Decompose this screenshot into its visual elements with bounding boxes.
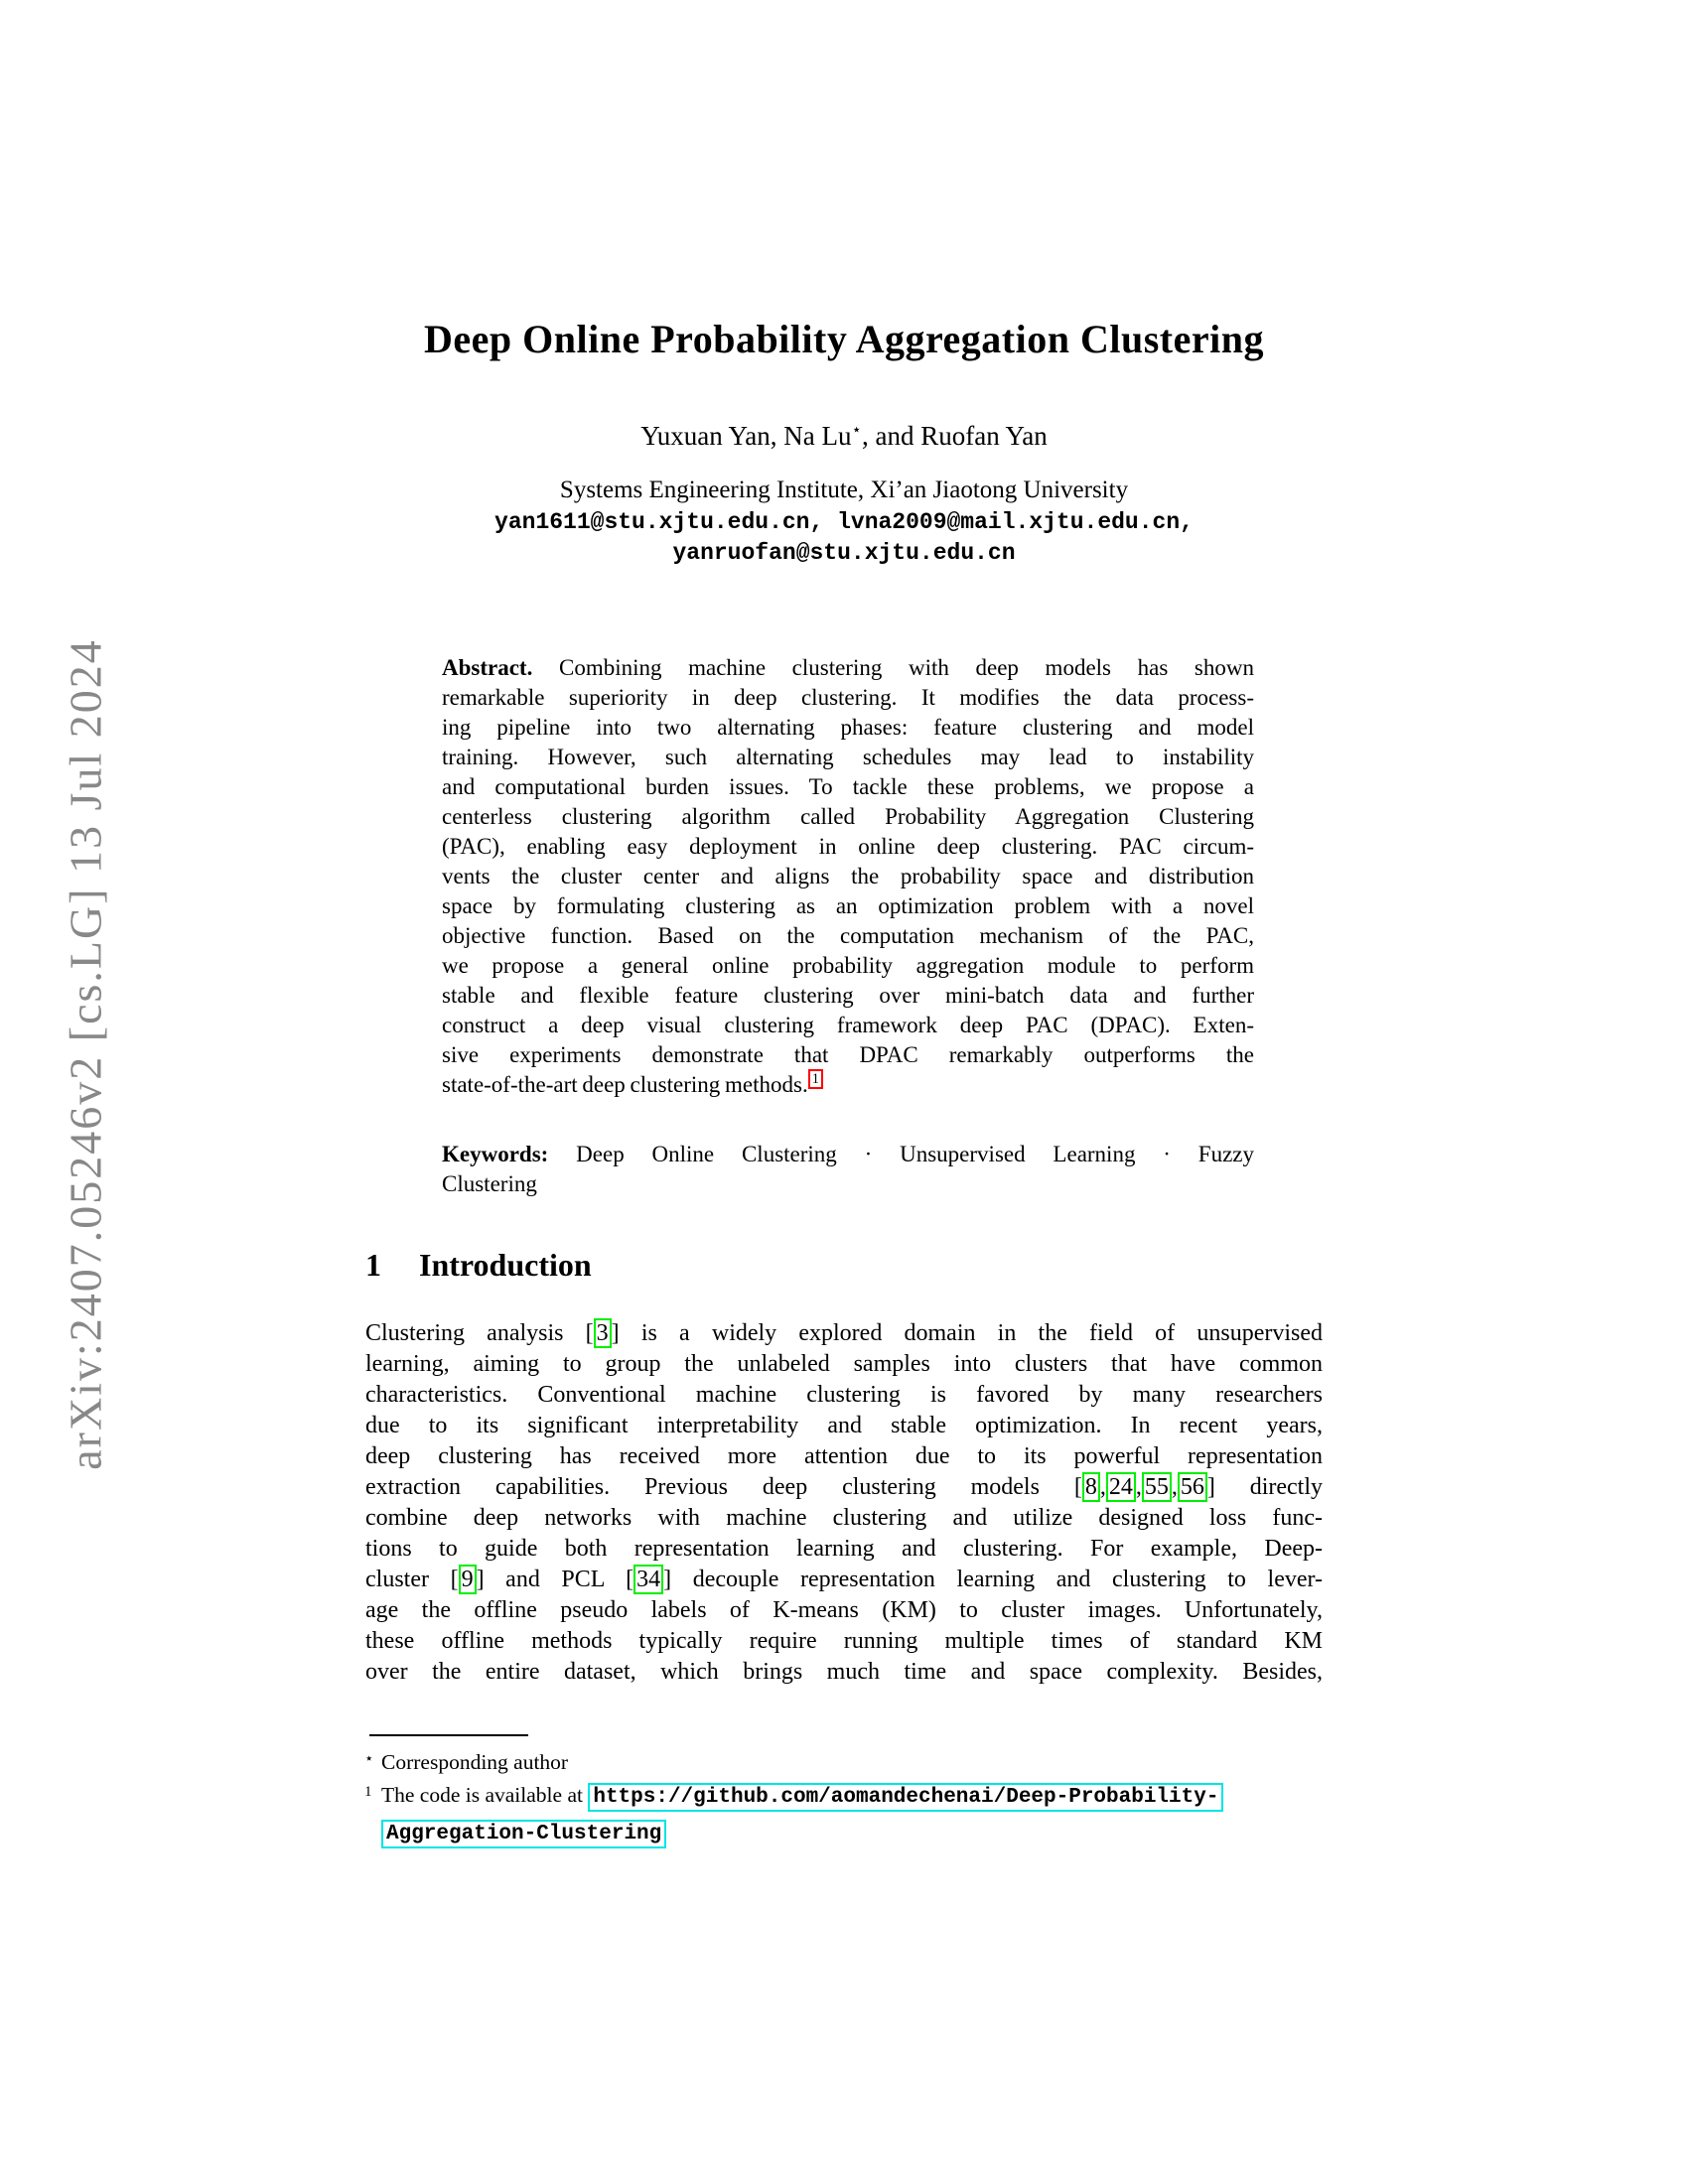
- text-line: [442, 832, 1254, 862]
- citation-link[interactable]: 3: [594, 1318, 612, 1348]
- text-segment: state-of-the-art deep clustering methods.: [442, 1072, 808, 1097]
- text-line: [365, 1318, 1323, 1349]
- citation-link[interactable]: 56: [1178, 1472, 1207, 1502]
- text-segment: centerless clustering algorithm called Probability Aggregation Clustering: [442, 804, 1254, 829]
- footnote-code-prefix: The code is available at: [381, 1783, 589, 1807]
- text-line: [442, 802, 1254, 832]
- text-segment: ] decouple representation learning and clustering to lever-: [663, 1567, 1324, 1592]
- text-line: [365, 1657, 1323, 1688]
- text-line: [365, 1595, 1323, 1626]
- text-segment: combine deep networks with machine clustering and utilize designed loss func-: [365, 1505, 1323, 1531]
- text-segment: cluster [: [365, 1567, 459, 1592]
- section-number: 1: [365, 1247, 381, 1283]
- text-line: [365, 1503, 1323, 1534]
- text-line: [365, 1534, 1323, 1565]
- text-line: [442, 862, 1254, 891]
- text-segment: characteristics. Conventional machine clustering is favored by many researchers: [365, 1382, 1323, 1408]
- text-segment: space by formulating clustering as an optimization problem with a novel: [442, 893, 1254, 918]
- text-line: [442, 653, 1254, 683]
- text-segment: age the offline pseudo labels of K-means (KM) to cluster images. Unfortunately,: [365, 1597, 1323, 1623]
- code-url-link-line2[interactable]: Aggregation-Clustering: [381, 1820, 666, 1848]
- text-line: [442, 1140, 1254, 1169]
- text-line: [442, 743, 1254, 772]
- text-segment: stable and flexible feature clustering over mini-batch data and further: [442, 983, 1254, 1008]
- text-segment: we propose a general online probability aggregation module to perform: [442, 953, 1254, 978]
- text-line: [365, 1472, 1323, 1503]
- email-line-2: yanruofan@stu.xjtu.edu.cn: [672, 540, 1016, 566]
- introduction-paragraph: [365, 1318, 1323, 1688]
- citation-link[interactable]: 9: [459, 1565, 477, 1594]
- text-segment: Keywords:: [442, 1142, 549, 1166]
- text-segment: Clustering: [442, 1171, 537, 1196]
- abstract-block: [442, 653, 1254, 1100]
- citation-link[interactable]: 8: [1082, 1472, 1100, 1502]
- text-line: [442, 1040, 1254, 1070]
- footnote-1-marker: 1: [364, 1784, 372, 1800]
- text-segment: ,: [1171, 1474, 1178, 1500]
- text-line: [442, 1169, 1254, 1199]
- text-line: [442, 891, 1254, 921]
- text-segment: ] directly: [1206, 1474, 1323, 1500]
- citation-link[interactable]: 55: [1142, 1472, 1172, 1502]
- text-line: [442, 713, 1254, 743]
- text-segment: objective function. Based on the computation mechanism of the PAC,: [442, 923, 1254, 948]
- text-segment: Abstract.: [442, 655, 533, 680]
- text-line: [442, 1070, 1254, 1100]
- text-segment: due to its significant interpretability and stable optimization. In recent years,: [365, 1413, 1323, 1438]
- footnote-code: [365, 1778, 1323, 1851]
- text-segment: ,: [1099, 1474, 1106, 1500]
- text-segment: construct a deep visual clustering framework deep PAC (DPAC). Exten-: [442, 1013, 1254, 1037]
- text-line: [365, 1349, 1323, 1380]
- text-segment: sive experiments demonstrate that DPAC remarkably outperforms the: [442, 1042, 1254, 1067]
- text-line: [365, 1380, 1323, 1411]
- text-segment: Combining machine clustering with deep models has shown: [532, 655, 1254, 680]
- text-segment: extraction capabilities. Previous deep clustering models [: [365, 1474, 1082, 1500]
- citation-link[interactable]: 24: [1106, 1472, 1136, 1502]
- text-segment: these offline methods typically require running multiple times of standard KM: [365, 1628, 1323, 1654]
- text-line: [365, 1411, 1323, 1441]
- text-segment: ] and PCL [: [476, 1567, 634, 1592]
- text-segment: Deep Online Clustering · Unsupervised Learning · Fuzzy: [548, 1142, 1254, 1166]
- authors-part1: Yuxuan Yan, Na Lu: [640, 421, 852, 451]
- text-segment: learning, aiming to group the unlabeled samples into clusters that have common: [365, 1351, 1323, 1377]
- text-segment: over the entire dataset, which brings much time and space complexity. Besides,: [365, 1659, 1323, 1685]
- email-line-1: yan1611@stu.xjtu.edu.cn, lvna2009@mail.xjtu.edu.cn,: [494, 509, 1194, 535]
- text-segment: Clustering analysis [: [365, 1320, 594, 1346]
- arxiv-watermark: arXiv:2407.05246v2 [cs.LG] 13 Jul 2024: [60, 638, 111, 1470]
- text-segment: (PAC), enabling easy deployment in online deep clustering. PAC circum-: [442, 834, 1254, 859]
- footnote-star-text: Corresponding author: [381, 1750, 569, 1774]
- text-line: [442, 921, 1254, 951]
- text-segment: remarkable superiority in deep clustering. It modifies the data process-: [442, 685, 1254, 710]
- text-segment: ] is a widely explored domain in the field of unsupervised: [611, 1320, 1323, 1346]
- text-line: [365, 1565, 1323, 1595]
- paper-title: Deep Online Probability Aggregation Clustering: [424, 317, 1264, 361]
- text-segment: deep clustering has received more attention due to its powerful representation: [365, 1443, 1323, 1469]
- text-line: [442, 683, 1254, 713]
- text-line: [442, 1011, 1254, 1040]
- footnote-ref-link[interactable]: 1: [808, 1069, 823, 1089]
- text-segment: tions to guide both representation learning and clustering. For example, Deep-: [365, 1536, 1323, 1562]
- text-line: [365, 1441, 1323, 1472]
- keywords-block: [442, 1140, 1254, 1199]
- text-segment: and computational burden issues. To tackle these problems, we propose a: [442, 774, 1254, 799]
- text-line: [442, 951, 1254, 981]
- citation-link[interactable]: 34: [633, 1565, 663, 1594]
- code-url-link-line1[interactable]: https://github.com/aomandechenai/Deep-Probability-: [588, 1783, 1223, 1812]
- section-heading-introduction: [365, 1247, 592, 1284]
- affiliation-line: Systems Engineering Institute, Xi’an Jiaotong University: [559, 477, 1129, 503]
- text-segment: ing pipeline into two alternating phases: feature clustering and model: [442, 715, 1254, 740]
- section-title: Introduction: [419, 1247, 592, 1283]
- footnote-corresponding-author: [365, 1745, 1323, 1780]
- footnote-rule: [369, 1734, 528, 1736]
- text-line: [365, 1626, 1323, 1657]
- text-segment: ,: [1135, 1474, 1142, 1500]
- authors-line: [365, 421, 1323, 452]
- footnote-star-marker: ⋆: [364, 1751, 374, 1767]
- text-segment: training. However, such alternating schedules may lead to instability: [442, 745, 1254, 769]
- corresponding-author-star: ⋆: [851, 420, 862, 439]
- authors-part2: , and Ruofan Yan: [861, 421, 1048, 451]
- text-line: [442, 772, 1254, 802]
- text-segment: vents the cluster center and aligns the probability space and distribution: [442, 864, 1254, 888]
- text-line: [442, 981, 1254, 1011]
